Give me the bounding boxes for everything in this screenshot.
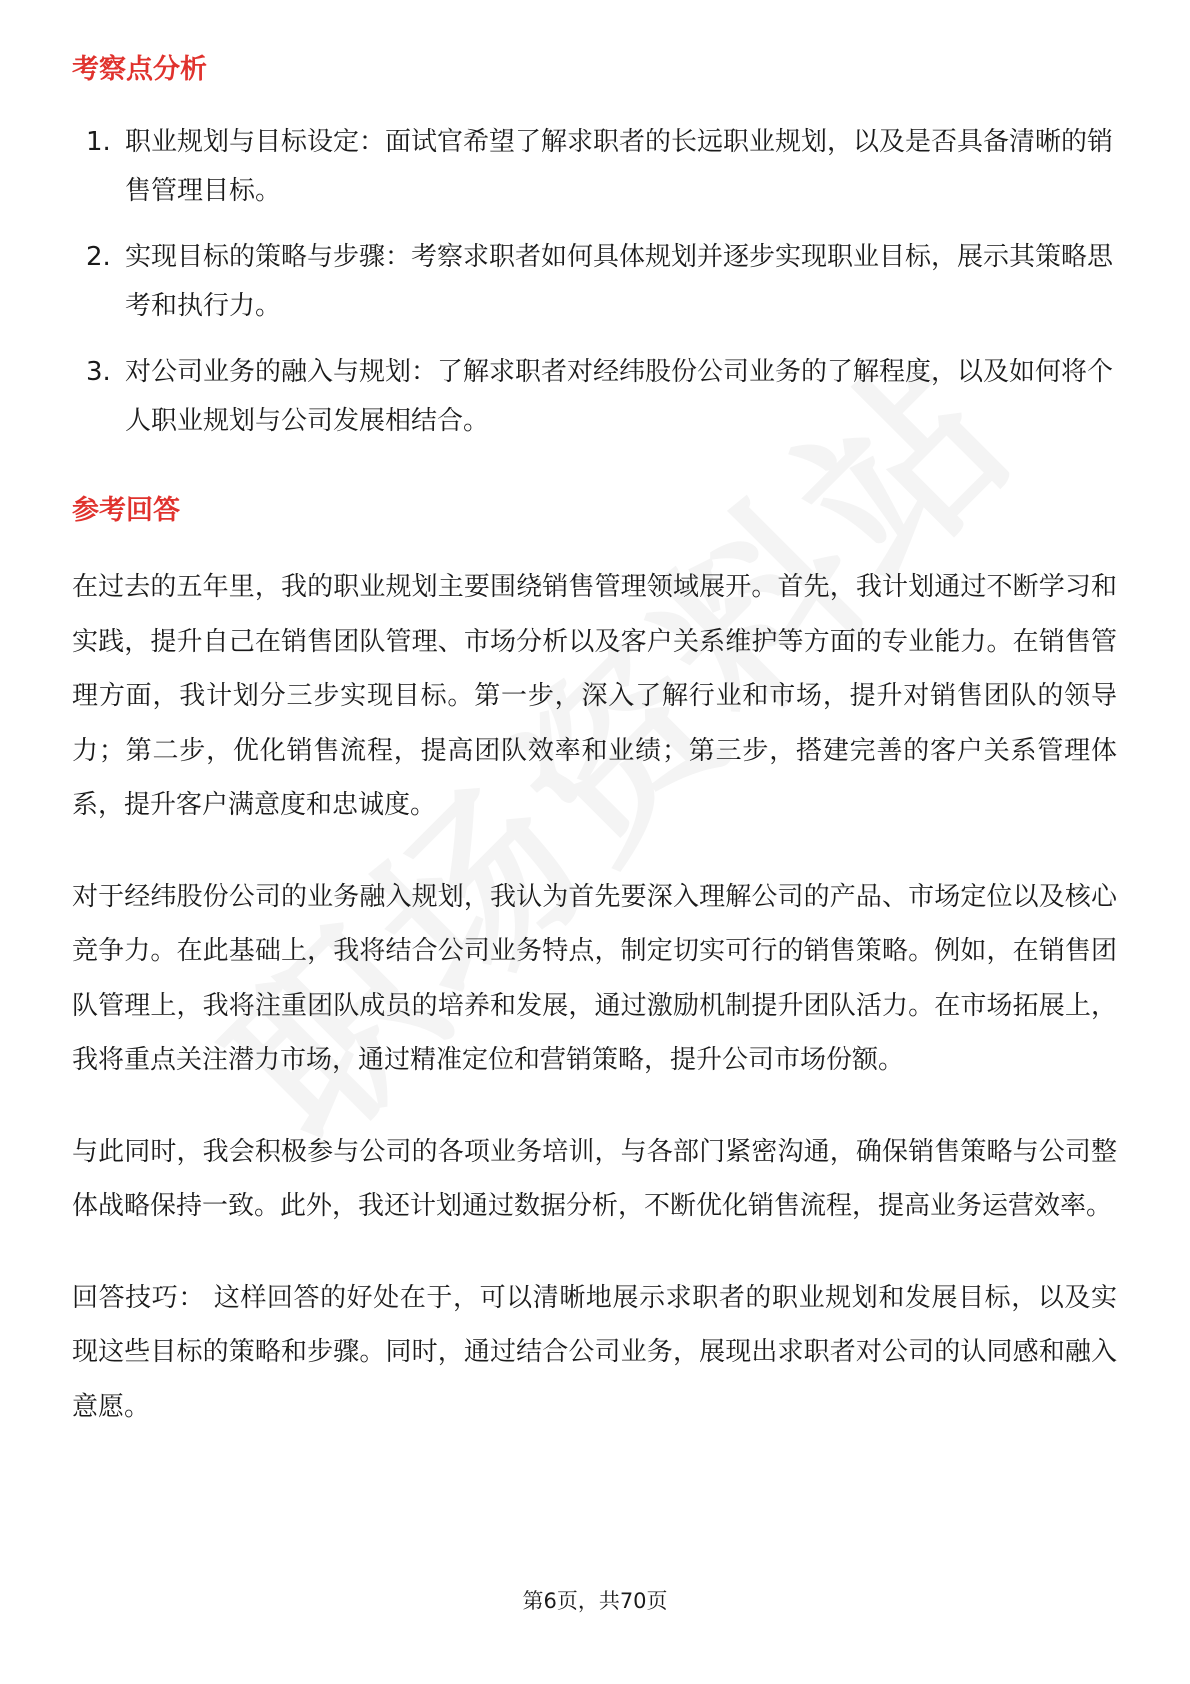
- answer-paragraph: 与此同时，我会积极参与公司的各项业务培训，与各部门紧密沟通，确保销售策略与公司整体战略保持一致。此外，我还计划通过数据分析，不断优化销售流程，提高业务运营效率。: [72, 1136, 1117, 1221]
- list-item: [72, 118, 1117, 216]
- answer-paragraph: 对于经纬股份公司的业务融入规划，我认为首先要深入理解公司的产品、市场定位以及核心竞争力。在此基础上，我将结合公司业务特点，制定切实可行的销售策略。例如，在销售团队管理上，我将注重团队成员的培养和发展，通过激励机制提升团队活力。在市场拓展上，我将重点关注潜力市场，通过精准定位和营销策略，提升公司市场份额。: [72, 881, 1117, 1075]
- analysis-list: [72, 118, 1117, 463]
- list-number: 2.: [86, 242, 111, 272]
- answer-tips-paragraph: 回答技巧： 这样回答的好处在于，可以清晰地展示求职者的职业规划和发展目标，以及实现这些目标的策略和步骤。同时，通过结合公司业务，展现出求职者对公司的认同感和融入意愿。: [72, 1282, 1117, 1422]
- section-title-answer: 参考回答: [72, 495, 180, 526]
- list-item-text: 实现目标的策略与步骤：考察求职者如何具体规划并逐步实现职业目标，展示其策略思考和执行力。: [125, 242, 1114, 321]
- list-number: 1.: [86, 127, 111, 157]
- page-number: 第6页，共70页: [522, 1589, 668, 1613]
- list-number: 3.: [86, 357, 111, 387]
- list-item: [72, 348, 1117, 446]
- answer-body: [72, 560, 1117, 1471]
- list-item-text: 职业规划与目标设定：面试官希望了解求职者的长远职业规划，以及是否具备清晰的销售管理目标。: [125, 127, 1114, 206]
- list-item-text: 对公司业务的融入与规划：了解求职者对经纬股份公司业务的了解程度，以及如何将个人职业规划与公司发展相结合。: [125, 357, 1114, 436]
- answer-paragraph: 在过去的五年里，我的职业规划主要围绕销售管理领域展开。首先，我计划通过不断学习和实践，提升自己在销售团队管理、市场分析以及客户关系维护等方面的专业能力。在销售管理方面，我计划分三步实现目标。第一步，深入了解行业和市场，提升对销售团队的领导力；第二步，优化销售流程，提高团队效率和业绩；第三步，搭建完善的客户关系管理体系，提升客户满意度和忠诚度。: [72, 572, 1117, 820]
- list-item: [72, 233, 1117, 331]
- section-title-analysis: 考察点分析: [72, 54, 207, 85]
